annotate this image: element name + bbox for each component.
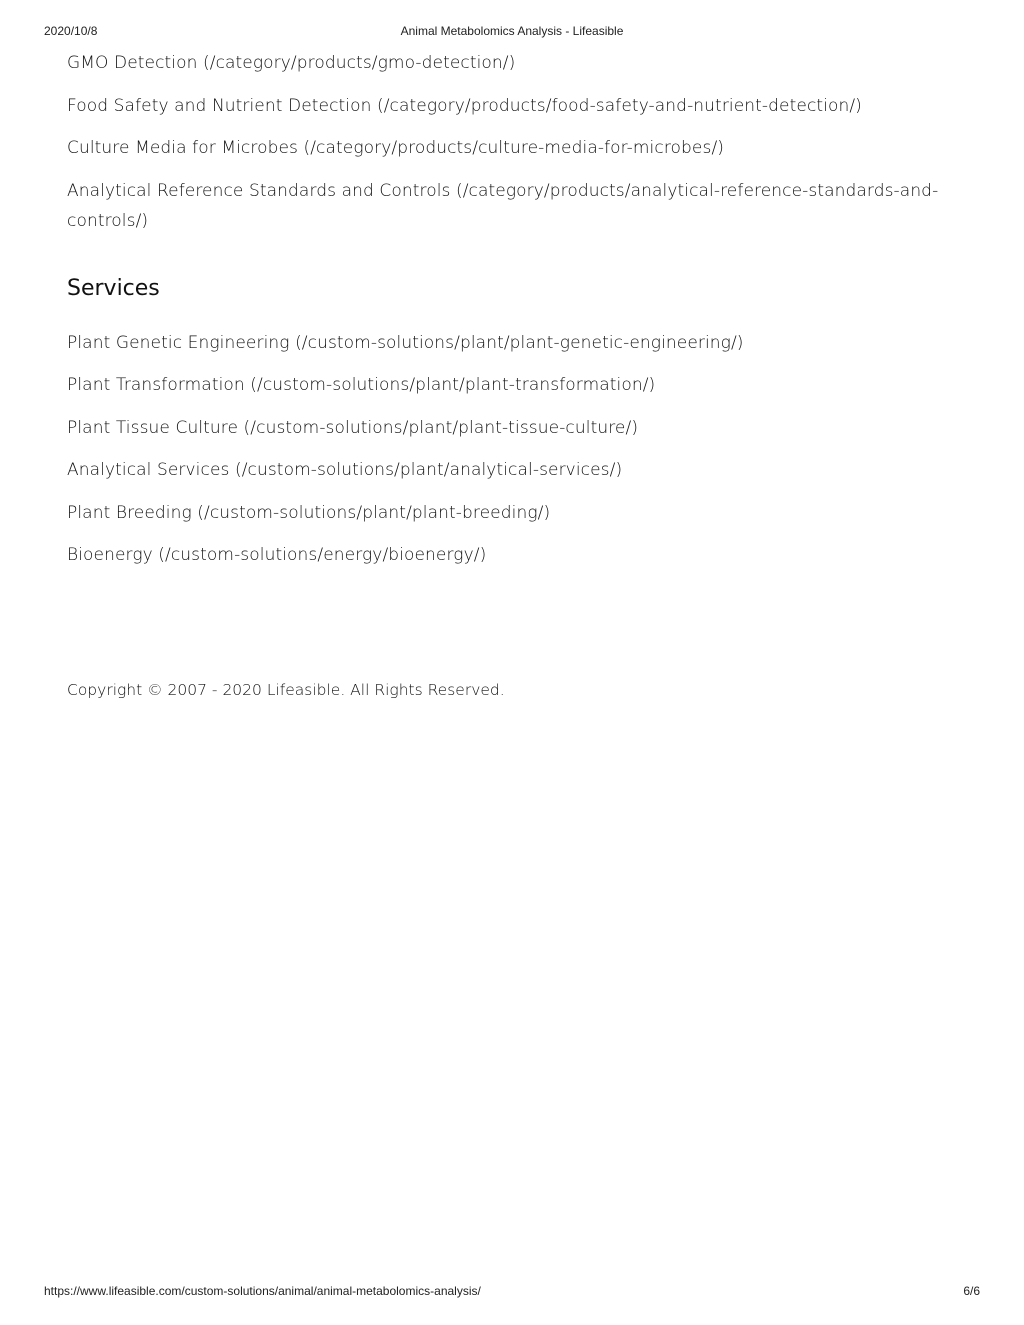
services-link-list	[67, 328, 947, 571]
product-link-culture-media[interactable]: Culture Media for Microbes (/category/products/culture-media-for-microbes/)	[67, 138, 725, 158]
print-header	[44, 24, 980, 42]
product-link-food-safety[interactable]: Food Safety and Nutrient Detection (/category/products/food-safety-and-nutrient-detection/)	[67, 95, 862, 116]
service-link-plant-transformation[interactable]: Plant Transformation (/custom-solutions/plant/plant-transformation/)	[67, 375, 656, 395]
service-link-analytical-services[interactable]: Analytical Services (/custom-solutions/plant/analytical-services/)	[67, 460, 623, 480]
print-url: https://www.lifeasible.com/custom-solutions/animal/animal-metabolomics-analysis/	[44, 1284, 481, 1298]
service-link-plant-breeding[interactable]: Plant Breeding (/custom-solutions/plant/plant-breeding/)	[67, 502, 551, 523]
product-link-gmo-detection[interactable]: GMO Detection (/category/products/gmo-detection/)	[67, 53, 516, 73]
service-link-plant-genetic-engineering[interactable]: Plant Genetic Engineering (/custom-solutions/plant/plant-genetic-engineering/)	[67, 332, 744, 353]
product-link-reference-standards[interactable]: Analytical Reference Standards and Controls (/category/products/analytical-reference-standards-and-controls/)	[67, 180, 939, 231]
print-date: 2020/10/8	[44, 24, 98, 38]
products-link-list	[67, 48, 947, 236]
copyright-text: Copyright © 2007 - 2020 Lifeasible. All Rights Reserved.	[67, 681, 505, 699]
service-link-plant-tissue-culture[interactable]: Plant Tissue Culture (/custom-solutions/plant/plant-tissue-culture/)	[67, 417, 639, 438]
service-link-bioenergy[interactable]: Bioenergy (/custom-solutions/energy/bioenergy/)	[67, 545, 487, 565]
print-page-number: 6/6	[963, 1284, 980, 1298]
print-footer	[44, 1284, 980, 1302]
services-heading: Services	[67, 275, 160, 301]
print-document-title: Animal Metabolomics Analysis - Lifeasible	[400, 24, 624, 38]
page-content	[67, 48, 947, 702]
